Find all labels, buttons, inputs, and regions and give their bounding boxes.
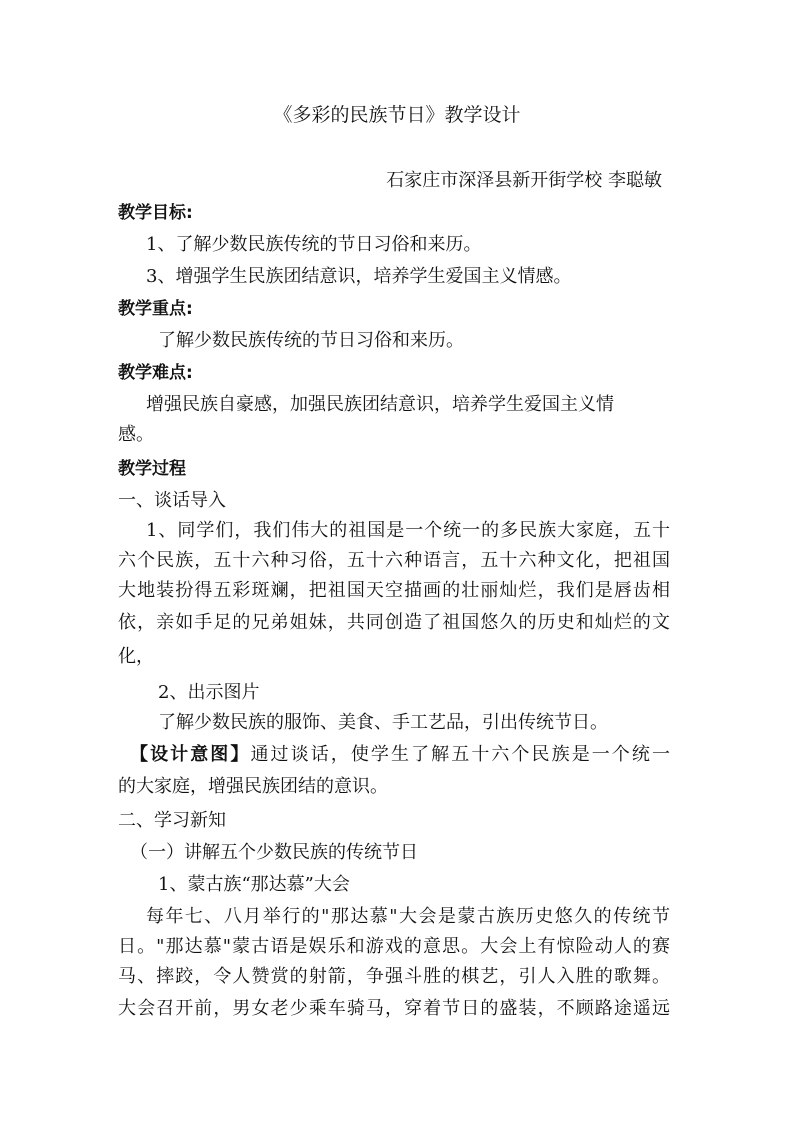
key-points-heading: 教学重点: [118,299,193,319]
objective-item: 1、了解少数民族传统的节日习俗和来历。 [146,234,482,255]
paragraph-line: 六个民族，五十六种习俗，五十六种语言，五十六种文化，把祖国 [118,550,670,571]
paragraph-line: 每年七、八月举行的"那达慕"大会是蒙古族历史悠久的传统节 [146,906,670,927]
paragraph-line: 的大家庭，增强民族团结的意识。 [118,776,388,797]
item-heading: 1、蒙古族“那达慕”大会 [158,874,350,895]
design-intent-mark: 【设计意图】 [130,744,251,765]
difficulties-text-line: 增强民族自豪感，加强民族团结意识，培养学生爱国主义情 [146,394,614,415]
subsection-heading: （一）讲解五个少数民族的传统节日 [130,842,418,863]
design-intent-line [130,744,670,766]
paragraph-line: 1、同学们，我们伟大的祖国是一个统一的多民族大家庭，五十 [146,520,670,541]
section-heading: 二、学习新知 [118,810,226,831]
design-intent-text: 通过谈话，使学生了解五十六个民族是一个统一 [250,744,671,765]
paragraph-line: 大地装扮得五彩斑斓，把祖国天空描画的壮丽灿烂，我们是唇齿相 [118,580,670,601]
objectives-heading: 教学目标: [118,203,193,223]
paragraph-line: 大会召开前，男女老少乘车骑马，穿着节日的盛装，不顾路途遥远 [118,998,670,1019]
objective-item: 3、增强学生民族团结意识，培养学生爱国主义情感。 [146,266,572,287]
paragraph-line: 化， [118,646,154,667]
process-heading: 教学过程 [118,459,186,479]
page-title: 《多彩的民族节日》教学设计 [273,104,521,126]
difficulties-heading: 教学难点: [118,363,193,383]
paragraph-line: 日。"那达慕"蒙古语是娱乐和游戏的意思。大会上有惊险动人的赛 [118,936,670,957]
author-line: 石家庄市深泽县新开街学校 李聪敏 [386,170,662,191]
paragraph-line: 依，亲如手足的兄弟姐妹，共同创造了祖国悠久的历史和灿烂的文 [118,612,670,633]
paragraph-line: 马、摔跤，令人赞赏的射箭，争强斗胜的棋艺，引人入胜的歌舞。 [118,966,670,987]
step-label: 2、出示图片 [158,682,260,703]
key-points-text: 了解少数民族传统的节日习俗和来历。 [158,330,464,351]
paragraph-line: 了解少数民族的服饰、美食、手工艺品，引出传统节日。 [158,712,608,733]
section-heading: 一、谈话导入 [118,490,226,511]
difficulties-text-line: 感。 [118,424,154,445]
